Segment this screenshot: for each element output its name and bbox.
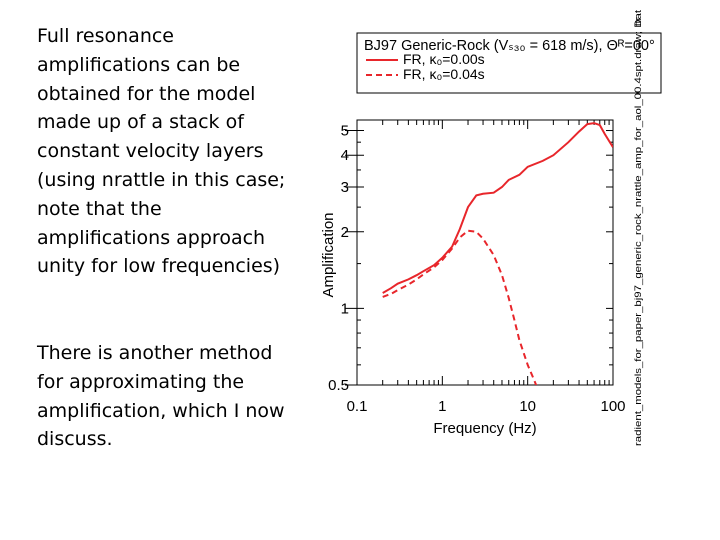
- slide-paragraph-1: Full resonance amplifications can be obtained for the model made up of a stack of constant velocity layers (using nrattle in this case; note that the amplifications approach unity for low frequencies): [37, 25, 286, 278]
- x-tick-label: 100: [600, 398, 626, 415]
- series-lines: [383, 123, 613, 392]
- top-right-label: ftr: [633, 17, 644, 26]
- side-file-label: radient_models_for_paper_bj97_generic_rock_nrattle_amp_for_aol_00.4spt.draw; Dat: [633, 82, 644, 446]
- legend-title: BJ97 Generic-Rock (Vₛ₃₀ = 618 m/s), Θᴿ=00°: [364, 38, 655, 54]
- y-axis-label: Amplification: [320, 212, 337, 298]
- y-tick-label: 2: [340, 223, 349, 241]
- axis-ticks: [345, 120, 613, 385]
- y-tick-label: 0.5: [328, 377, 349, 394]
- x-tick-labels: [347, 398, 626, 415]
- legend-entry-2: FR, κ₀=0.04s: [403, 66, 485, 82]
- y-tick-label: 4: [340, 147, 349, 165]
- x-tick-label: 0.1: [346, 398, 368, 415]
- x-axis-label: Frequency (Hz): [433, 420, 537, 437]
- y-tick-label: 1: [340, 300, 349, 318]
- y-tick-label: 3: [340, 178, 349, 196]
- y-tick-label: 5: [340, 122, 349, 140]
- x-tick-label: 1: [438, 398, 447, 415]
- plot-frame: [357, 120, 613, 385]
- slide-paragraph-2: There is another method for approximating the amplification, which I now discuss.: [37, 342, 285, 451]
- legend-entry-1: FR, κ₀=0.00s: [403, 51, 485, 67]
- x-tick-label: 10: [519, 398, 537, 415]
- series-line-kappa-0.04: [383, 231, 539, 392]
